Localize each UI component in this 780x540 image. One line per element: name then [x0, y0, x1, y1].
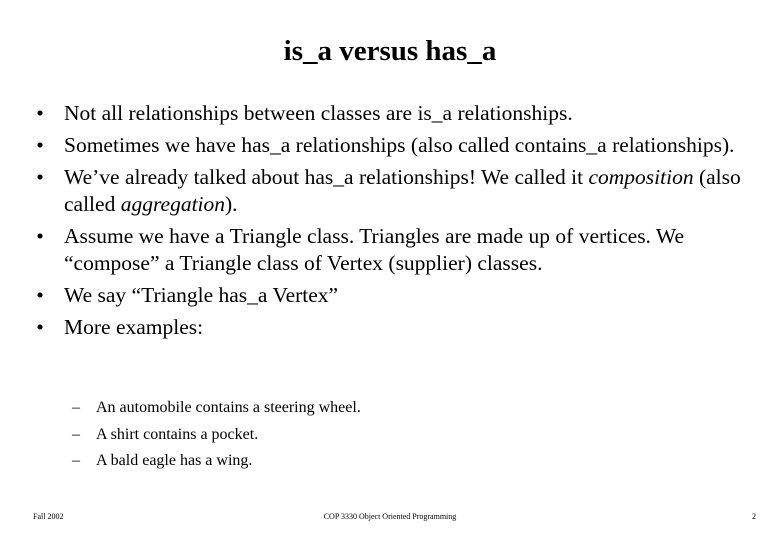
bullet-marker: •: [36, 224, 44, 248]
bullet-emphasis-text: composition: [588, 165, 694, 189]
sub-bullet-text: A shirt contains a pocket.: [96, 425, 259, 443]
footer-course: COP 3330 Object Oriented Programming: [323, 512, 457, 521]
bullet-text: Not all relationships between classes are is_a relationships.: [64, 101, 573, 125]
bullet-marker: •: [36, 283, 44, 307]
footer-date: Fall 2002: [33, 512, 64, 521]
bullet-list: [30, 100, 770, 346]
bullet-marker: •: [36, 133, 44, 157]
bullet-marker: •: [36, 315, 44, 339]
sub-bullet-marker: –: [72, 452, 80, 469]
sub-bullet-list: [72, 395, 361, 475]
bullet-marker: •: [36, 101, 44, 125]
bullet-text: Sometimes we have has_a relationships (also called contains_a relationships).: [64, 133, 735, 157]
bullet-item: [30, 100, 770, 127]
bullet-text: Assume we have a Triangle class. Triangles are made up of vertices. We “compose” a Triangle class of Vertex (supplier) classes.: [64, 224, 685, 275]
bullet-item: [30, 132, 770, 159]
bullet-item: [30, 223, 770, 277]
sub-bullet-text: An automobile contains a steering wheel.: [96, 399, 361, 416]
sub-bullet-item: [72, 448, 361, 475]
sub-bullet-marker: –: [72, 425, 80, 443]
bullet-text: We’ve already talked about has_a relationships! We called it: [64, 165, 589, 189]
sub-bullet-text: A bald eagle has a wing.: [96, 452, 253, 469]
bullet-emphasis-text: aggregation: [120, 192, 226, 216]
footer-page-number: 2: [752, 512, 756, 521]
bullet-text: ).: [225, 192, 238, 216]
sub-bullet-item: [72, 422, 361, 449]
bullet-marker: •: [36, 165, 44, 189]
bullet-item: [30, 282, 770, 309]
bullet-item: [30, 164, 770, 218]
bullet-text: (also called: [64, 165, 741, 216]
bullet-item: [30, 314, 770, 341]
slide-title: is_a versus has_a: [283, 35, 497, 67]
sub-bullet-marker: –: [72, 399, 80, 416]
bullet-text: More examples:: [64, 315, 204, 339]
sub-bullet-item: [72, 395, 361, 422]
bullet-text: We say “Triangle has_a Vertex”: [64, 283, 339, 307]
